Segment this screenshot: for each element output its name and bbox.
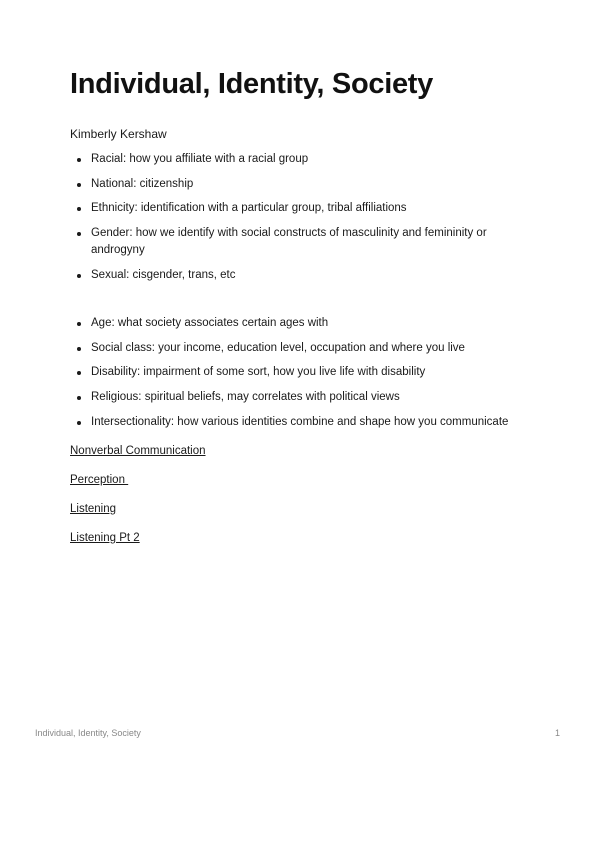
list-item-intersectionality: Intersectionality: how various identities combine and shape how you communicate bbox=[70, 414, 530, 431]
list-item-racial: Racial: how you affiliate with a racial group bbox=[70, 151, 530, 168]
footer-title: Individual, Identity, Society bbox=[35, 728, 141, 738]
list-item-national: National: citizenship bbox=[70, 176, 530, 193]
link-listening-pt-2[interactable]: Listening Pt 2 bbox=[70, 532, 140, 544]
author-name: Kimberly Kershaw bbox=[70, 127, 167, 141]
link-perception[interactable]: Perception bbox=[70, 474, 129, 486]
list-item-age: Age: what society associates certain ages with bbox=[70, 315, 530, 332]
link-listening[interactable]: Listening bbox=[70, 503, 117, 515]
list-item-social-class: Social class: your income, education level, occupation and where you live bbox=[70, 340, 530, 357]
link-nonverbal-communication[interactable]: Nonverbal Communication bbox=[70, 445, 206, 457]
list-item-disability: Disability: impairment of some sort, how you live life with disability bbox=[70, 364, 530, 381]
page-number: 1 bbox=[554, 728, 560, 738]
list-item-religious: Religious: spiritual beliefs, may correlates with political views bbox=[70, 389, 530, 406]
page-title: Individual, Identity, Society bbox=[70, 68, 433, 100]
list-item-sexual: Sexual: cisgender, trans, etc bbox=[70, 267, 530, 284]
identity-list-secondary bbox=[70, 315, 530, 438]
identity-list-primary bbox=[70, 151, 530, 291]
list-item-ethnicity: Ethnicity: identification with a particular group, tribal affiliations bbox=[70, 200, 530, 217]
list-item-gender: Gender: how we identify with social constructs of masculinity and femininity or androgyny bbox=[70, 225, 530, 259]
